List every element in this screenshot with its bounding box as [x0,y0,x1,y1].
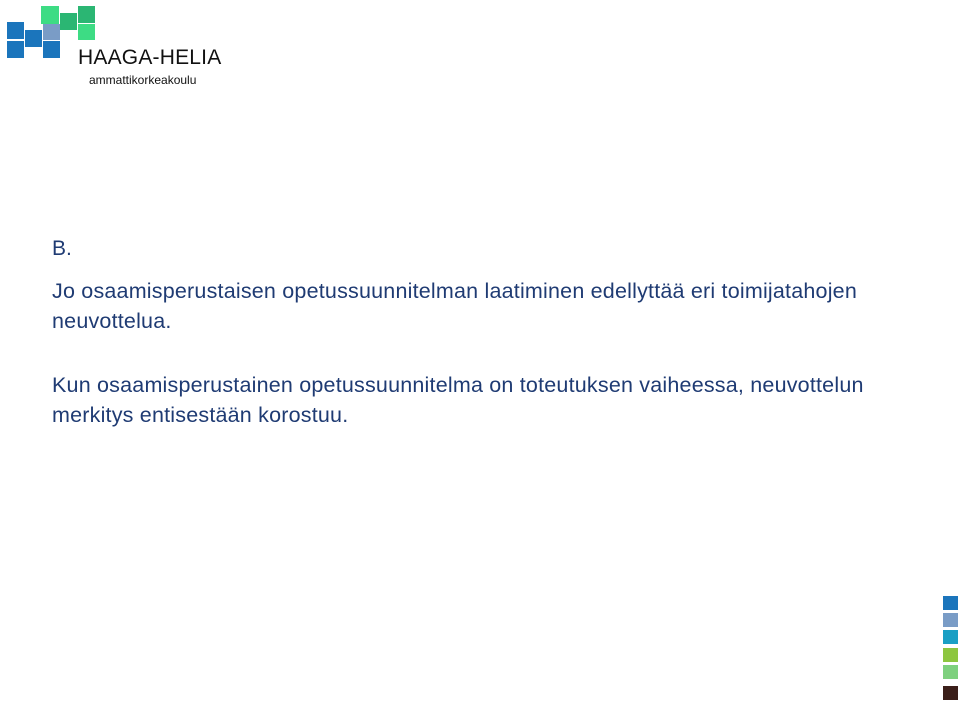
strip-block [943,665,958,679]
logo-square [78,6,95,23]
strip-block [943,596,958,610]
logo-square [78,24,95,40]
paragraph: Jo osaamisperustaisen opetussuunnitelman laatiminen edellyttää eri toimijatahojen neuvottelua. [52,279,857,333]
strip-block [943,648,958,662]
slide-content [52,236,932,430]
logo-subtitle: ammattikorkeakoulu [89,73,197,87]
strip-block [943,686,958,700]
logo-square [60,13,77,30]
logo-square [43,41,60,58]
logo-name: HAAGA-HELIA [78,46,222,69]
strip-block [943,613,958,627]
logo-square [25,30,42,47]
strip-block [943,630,958,644]
logo-square [43,24,60,40]
slide-label: B. [52,237,72,260]
paragraph: Kun osaamisperustainen opetussuunnitelma on toteutuksen vaiheessa, neuvottelun merkitys entisestään korostuu. [52,373,864,427]
logo-square [41,6,59,24]
decorative-color-strip [943,596,958,706]
logo-square [7,41,24,58]
logo-square [7,22,24,39]
haaga-helia-logo [0,0,240,95]
